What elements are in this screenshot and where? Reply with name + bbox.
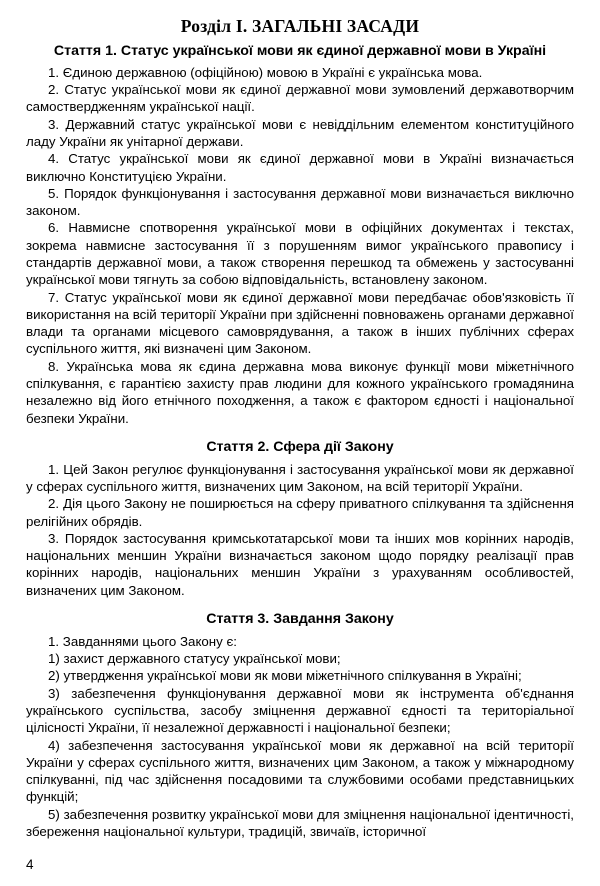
paragraph: 2. Дія цього Закону не поширюється на сферу приватного спілкування та здійснення релігійних обрядів. [26, 496, 574, 529]
paragraph: 4. Статус української мови як єдиної державної мови в Україні визначається виключно Конституцією України. [26, 151, 574, 184]
paragraph: 1. Єдиною державною (офіційною) мовою в Україні є українська мова. [48, 64, 483, 80]
paragraph: 1) захист державного статусу української мови; [48, 651, 341, 667]
paragraph: 3) забезпечення функціонування державної мови як інструмента об'єднання українського суспільства, засобу зміцнення державної єдності та територіальної цілісності України, її незалежної державності і національної безпеки; [26, 685, 574, 736]
page-number: 4 [26, 857, 34, 872]
paragraph: 2. Статус української мови як єдиної державної мови зумовлений державотворчим самоствердженням української нації. [26, 82, 574, 115]
article-heading-1: Стаття 1. Статус української мови як єдиної державної мови в Україні [53, 43, 547, 59]
paragraph: 3. Державний статус української мови є невіддільним елементом конституційного ладу України як унітарної держави. [26, 116, 574, 150]
paragraph: 6. Навмисне спотворення української мови в офіційних документах і текстах, зокрема навмисне застосування її з порушенням вимог українського правопису і стандартів державної мови, а також створення перешкод та обмежень у застосуванні української мови тягнуть за собою відповідальність, встановлену законом. [26, 220, 574, 288]
paragraph: 5) забезпечення розвитку української мови для зміцнення національної ідентичності, збереження національної культури, традицій, звичаїв, історичної [26, 806, 574, 839]
paragraph: 1. Цей Закон регулює функціонування і застосування української мови як державної у сферах суспільного життя, визначених цим Законом, на всій території України. [26, 461, 574, 494]
article-heading-3: Стаття 3. Завдання Закону [206, 610, 394, 627]
paragraph: 5. Порядок функціонування і застосування державної мови визначається виключно законом. [26, 185, 574, 219]
page-title: Розділ I. ЗАГАЛЬНІ ЗАСАДИ [180, 16, 420, 36]
paragraph: 4) забезпечення застосування української мови як державної на всій території України у сферах суспільного життя, визначених цим Законом, а також у міжнародному спілкуванні, під час здійснення посадовими та службовими особами представницьких функцій; [26, 737, 574, 805]
paragraph: 7. Статус української мови як єдиної державної мови передбачає обов'язковість її використання на всій території України при здійсненні повноважень органами державної влади та органами місцевого самоврядування, а також в інших публічних сферах суспільного життя, які визначені цим Законом. [26, 289, 574, 357]
paragraph: 2) утвердження української мови як мови міжетнічного спілкування в Україні; [48, 668, 522, 684]
paragraph: 8. Українська мова як єдина державна мова виконує функції мови міжетнічного спілкування, є гарантією захисту прав людини для кожного українського громадянина незалежно від його етнічного походження, а також є фактором єдності і національної безпеки України. [26, 358, 574, 426]
article-heading-2: Стаття 2. Сфера дії Закону [206, 438, 394, 455]
paragraph: 3. Порядок застосування кримськотатарської мови та інших мов корінних народів, національних меншин України визначається законом щодо порядку реалізації прав корінних народів, національних меншин України з урахуванням особливостей, визначених цим Законом. [26, 530, 574, 598]
paragraph: 1. Завданнями цього Закону є: [48, 633, 237, 649]
